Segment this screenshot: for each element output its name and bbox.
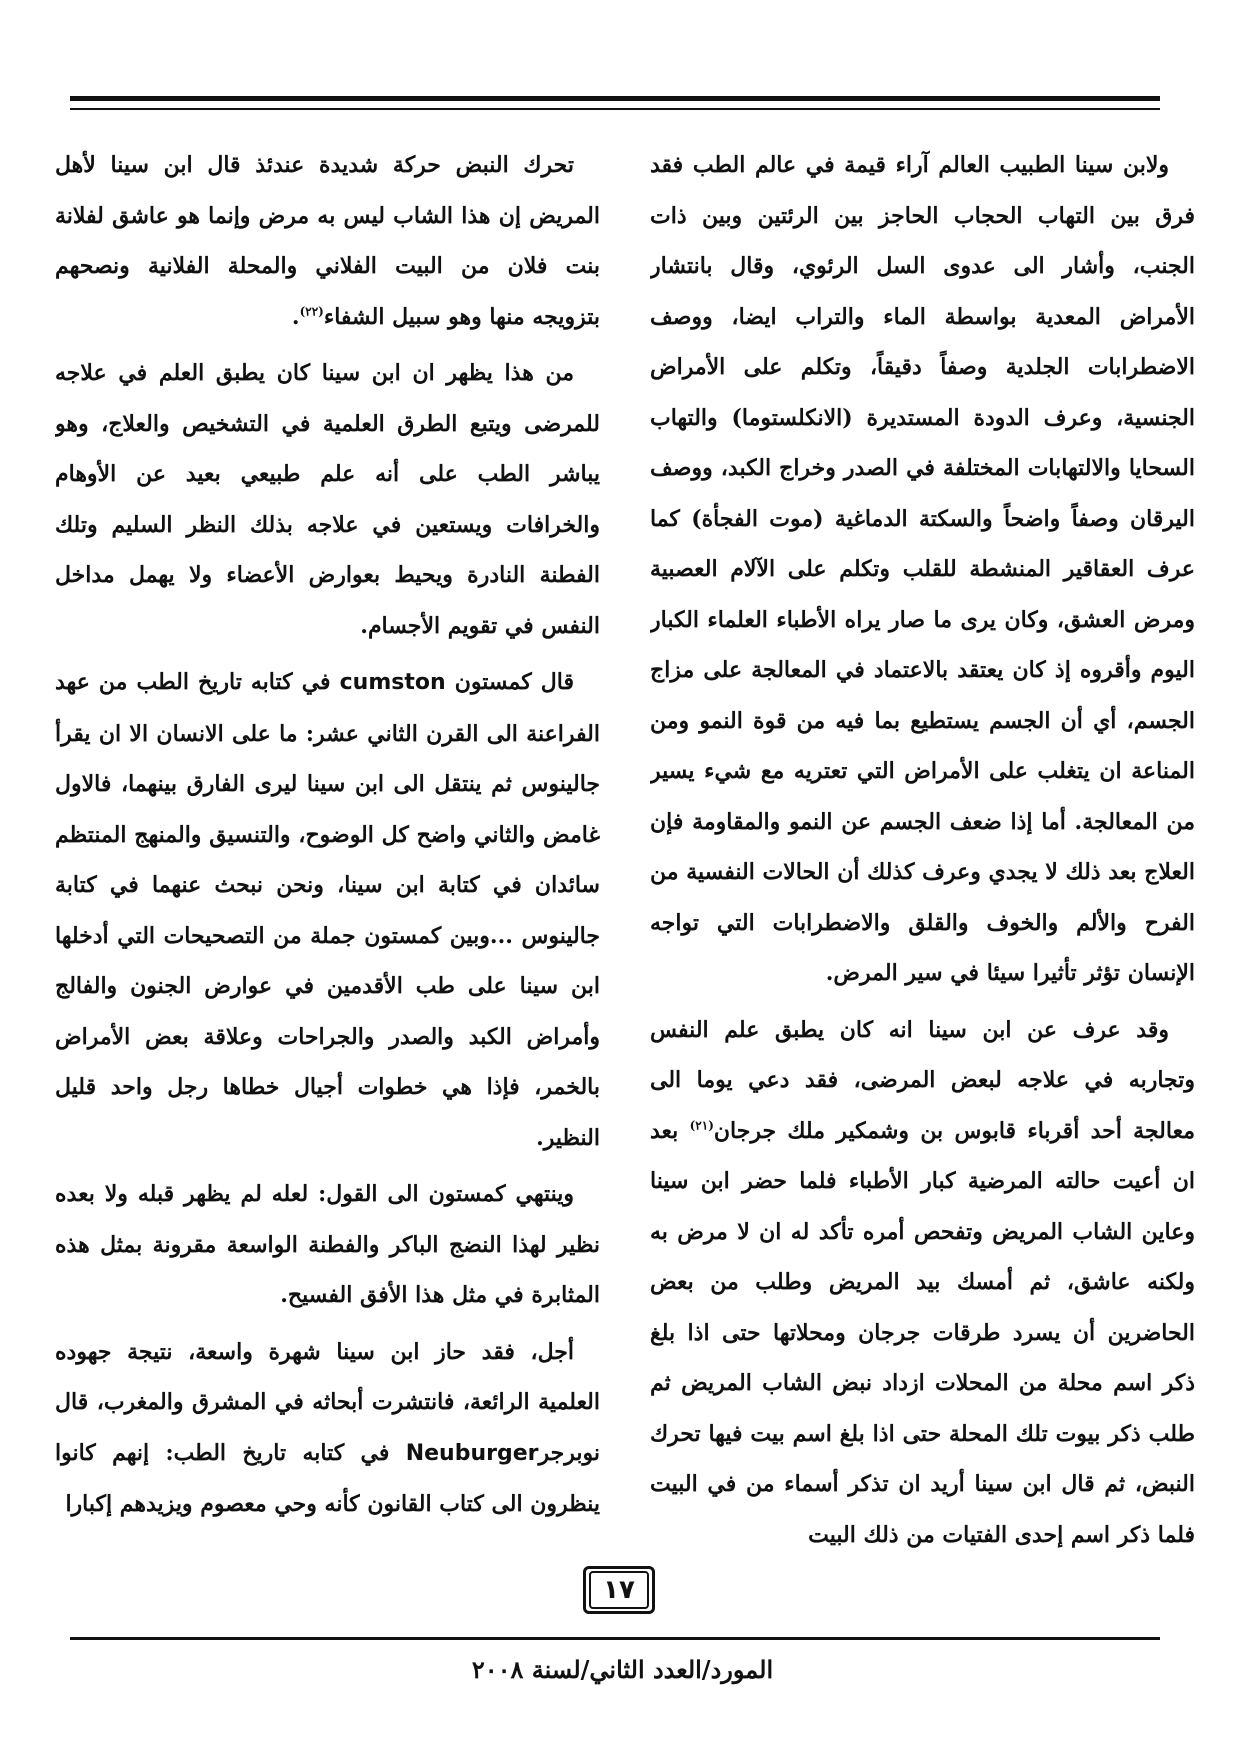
footnote-ref: (٢١) xyxy=(689,1118,714,1133)
latin-term: cumston xyxy=(339,670,446,695)
paragraph: قال كمستون cumston في كتابه تاريخ الطب من عهد الفراعنة الى القرن الثاني عشر: ما على الانسان الا ان يقرأ جالينوس ثم ينتقل الى ابن سينا ليرى الفارق بينهما، فالاول غامض والثاني واضح كل الوضوح، والتنسيق والمنهج المنتظم سائدان في كتابة ابن سينا، ونحن نبحث عنهما في كتابة جالينوس ...وبين كمستون جملة من التصحيحات التي أدخلها ابن سينا على طب الأقدمين في عوارض الجنون والفالج وأمراض الكبد والصدر والجراحات وعلاقة بعض الأمراض بالخمر، فإذا هي خطوات أجيال خطاها رجل واحد قليل النظير. xyxy=(55,669,600,1151)
journal-footer: المورد/العدد الثاني/لسنة ٢٠٠٨ xyxy=(471,1655,774,1684)
article-column-right xyxy=(650,140,1195,1555)
latin-term: Neuburger xyxy=(405,1440,539,1466)
paragraph: من هذا يظهر ان ابن سينا كان يطبق العلم في علاجه للمرضى ويتبع الطرق العلمية في التشخيص والعلاج، وهو يباشر الطب على أنه علم طبيعي بعيد عن الأوهام والخرافات ويستعين في علاجه بذلك النظر السليم وتلك الفطنة النادرة ويحيط بعوارض الأعضاء ولا يهمل مداخل النفس في تقويم الأجسام. xyxy=(55,360,600,639)
footnote-ref: (٢٢) xyxy=(299,304,324,319)
paragraph: أجل، فقد حاز ابن سينا شهرة واسعة، نتيجة جهوده العلمية الرائعة، فانتشرت أبحاثه في المشرق والمغرب، قال نوبرجرNeuburger في كتابه تاريخ الطب: إنهم كانوا ينظرون الى كتاب القانون كأنه وحي معصوم ويزيدهم إكبارا xyxy=(55,1338,600,1517)
paragraph: ولابن سينا الطبيب العالم آراء قيمة في عالم الطب فقد فرق بين التهاب الحجاب الحاجز بين الرئتين وبين ذات الجنب، وأشار الى عدوى السل الرئوي، وقال بانتشار الأمراض المعدية بواسطة الماء والتراب ايضا، ووصف الاضطرابات الجلدية وصفاً دقيقاً، وتكلم على الأمراض الجنسية، وعرف الدودة المستديرة (الانكلستوما) والتهاب السحايا والالتهابات المختلفة في الصدر وخراج الكبد، ووصف اليرقان وصفاً واضحاً والسكتة الدماغية (موت الفجأة) كما عرف العقاقير المنشطة للقلب وتكلم على الآلام العصبية ومرض العشق، وكان يرى ما صار يراه الأطباء العلماء الكبار اليوم وأقروه إذ كان يعتقد بالاعتماد في المعالجة على مزاج الجسم، أي أن الجسم يستطيع بما فيه من قوة النمو ومن المناعة ان يتغلب على الأمراض التي تعتريه مع شيء يسير من المعالجة. أما إذا ضعف الجسم عن النمو والمقاومة فإن العلاج بعد ذلك لا يجدي وعرف كذلك أن الحالات النفسية من الفرح والألم والخوف والقلق والاضطرابات التي تواجه الإنسان تؤثر تأثيرا سيئا في سير المرض. xyxy=(650,152,1195,986)
paragraph: وقد عرف عن ابن سينا انه كان يطبق علم النفس وتجاربه في علاجه لبعض المرضى، فقد دعي يوما الى معالجة أحد أقرباء قابوس بن وشمكير ملك جرجان$^{(٢١)}$ بعد ان أعيت حالته المرضية كبار الأطباء فلما حضر ابن سينا وعاين الشاب المريض وتفحص أمره تأكد له ان لا مرض به ولكنه عاشق، ثم أمسك بيد المريض وطلب من بعض الحاضرين أن يسرد طرقات جرجان ومحلاتها حتى اذا بلغ ذكر اسم محلة من المحلات ازداد نبض الشاب المريض ثم طلب ذكر بيوت تلك المحلة حتى اذا بلغ اسم بيت فيها تحرك النبض، ثم قال ابن سينا أريد ان تذكر أسماء من في البيت فلما ذكر اسم إحدى الفتيات من ذلك البيت xyxy=(650,1016,1195,1548)
paragraph: تحرك النبض حركة شديدة عندئذ قال ابن سينا لأهل المريض إن هذا الشاب ليس به مرض وإنما هو عاشق لفلانة بنت فلان من البيت الفلاني والمحلة الفلانية ونصحهم بتزويجه منها وهو سبيل الشفاء$^{(٢٢)}$. xyxy=(55,152,600,330)
page-number-box xyxy=(583,1566,655,1614)
article-column-left xyxy=(55,140,600,1555)
footer-rule xyxy=(70,1637,1160,1640)
header-rule-thick xyxy=(70,96,1160,101)
header-rule-thin xyxy=(70,108,1160,110)
paragraph: وينتهي كمستون الى القول: لعله لم يظهر قبله ولا بعده نظير لهذا النضج الباكر والفطنة الواسعة مقرونة بمثل هذه المثابرة في مثل هذا الأفق الفسيح. xyxy=(55,1181,600,1308)
page-number: ١٧ xyxy=(589,1571,649,1609)
